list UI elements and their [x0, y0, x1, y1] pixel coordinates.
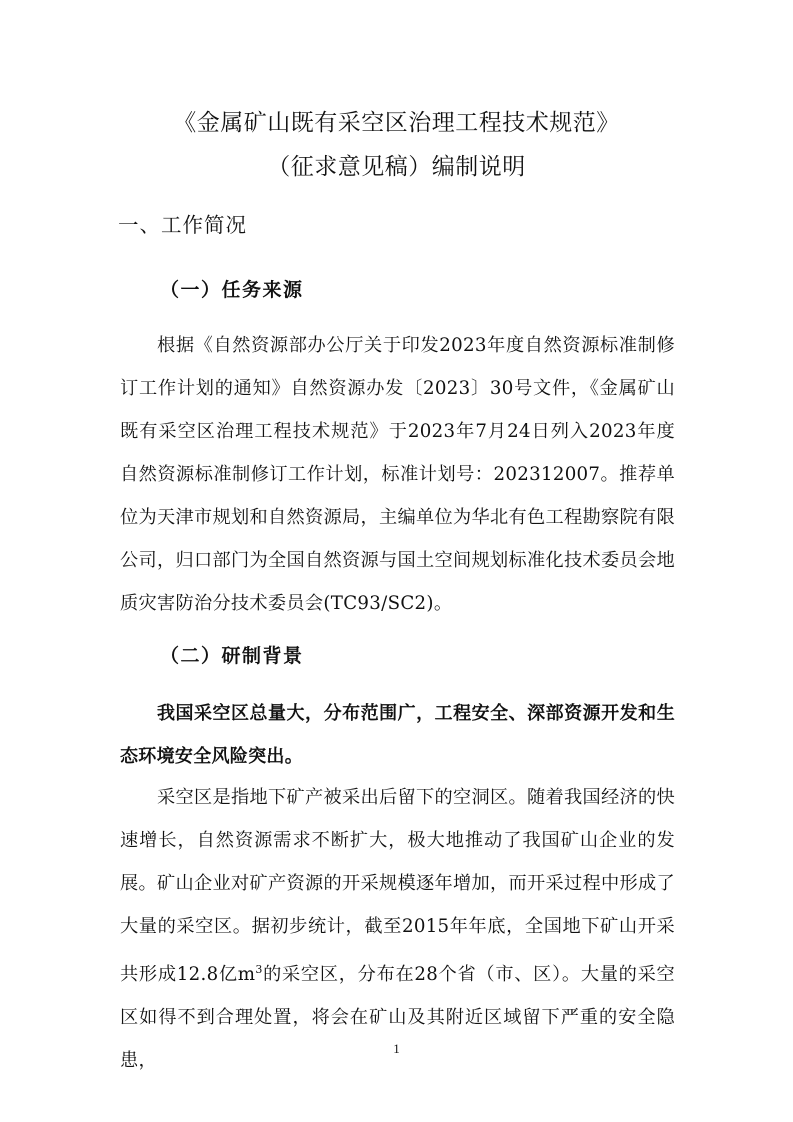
page-number: 1: [393, 1041, 400, 1056]
cubic-superscript: 3: [255, 963, 263, 976]
subsection-heading-background: （二）研制背景: [160, 645, 304, 667]
section-heading-work-overview: 一、工作简况: [118, 213, 247, 237]
document-title: 《金属矿山既有采空区治理工程技术规范》: [173, 110, 620, 136]
paragraph-background-summary: 我国采空区总量大，分布范围广，工程安全、深部资源开发和生态环境安全风险突出。: [120, 703, 675, 767]
paragraph-background-detail-text1: 采空区是指地下矿产被采出后留下的空洞区。随着我国经济的快速增长，自然资源需求不断扩大，极大地推动了我国矿山企业的发展。矿山企业对矿产资源的开采规模逐年增加，而开采过程中形成了大量的采空区。据初步统计，截至2015年年底，全国地下矿山开采共形成12.8亿m: [120, 787, 675, 986]
subsection-heading-task-source: （一）任务来源: [160, 279, 304, 301]
paragraph-background-detail: [120, 776, 675, 1082]
document-subtitle: （征求意见稿）编制说明: [267, 154, 526, 180]
paragraph-background-detail-text2: 的采空区，分布在28个省（市、区）。大量的采空区如得不到合理处置，将会在矿山及其附近区域留下严重的安全隐患，: [120, 964, 675, 1072]
paragraph-task-source: 根据《自然资源部办公厅关于印发2023年度自然资源标准制修订工作计划的通知》自然资源办发〔2023〕30号文件，《金属矿山既有采空区治理工程技术规范》于2023年7月24日列入2023年度自然资源标准制修订工作计划，标准计划号：202312007。推荐单位为天津市规划和自然资源局，主编单位为华北有色工程勘察院有限公司，归口部门为全国自然资源与国土空间规划标准化技术委员会地质灾害防治分技术委员会(TC93/SC2)。: [120, 335, 675, 614]
